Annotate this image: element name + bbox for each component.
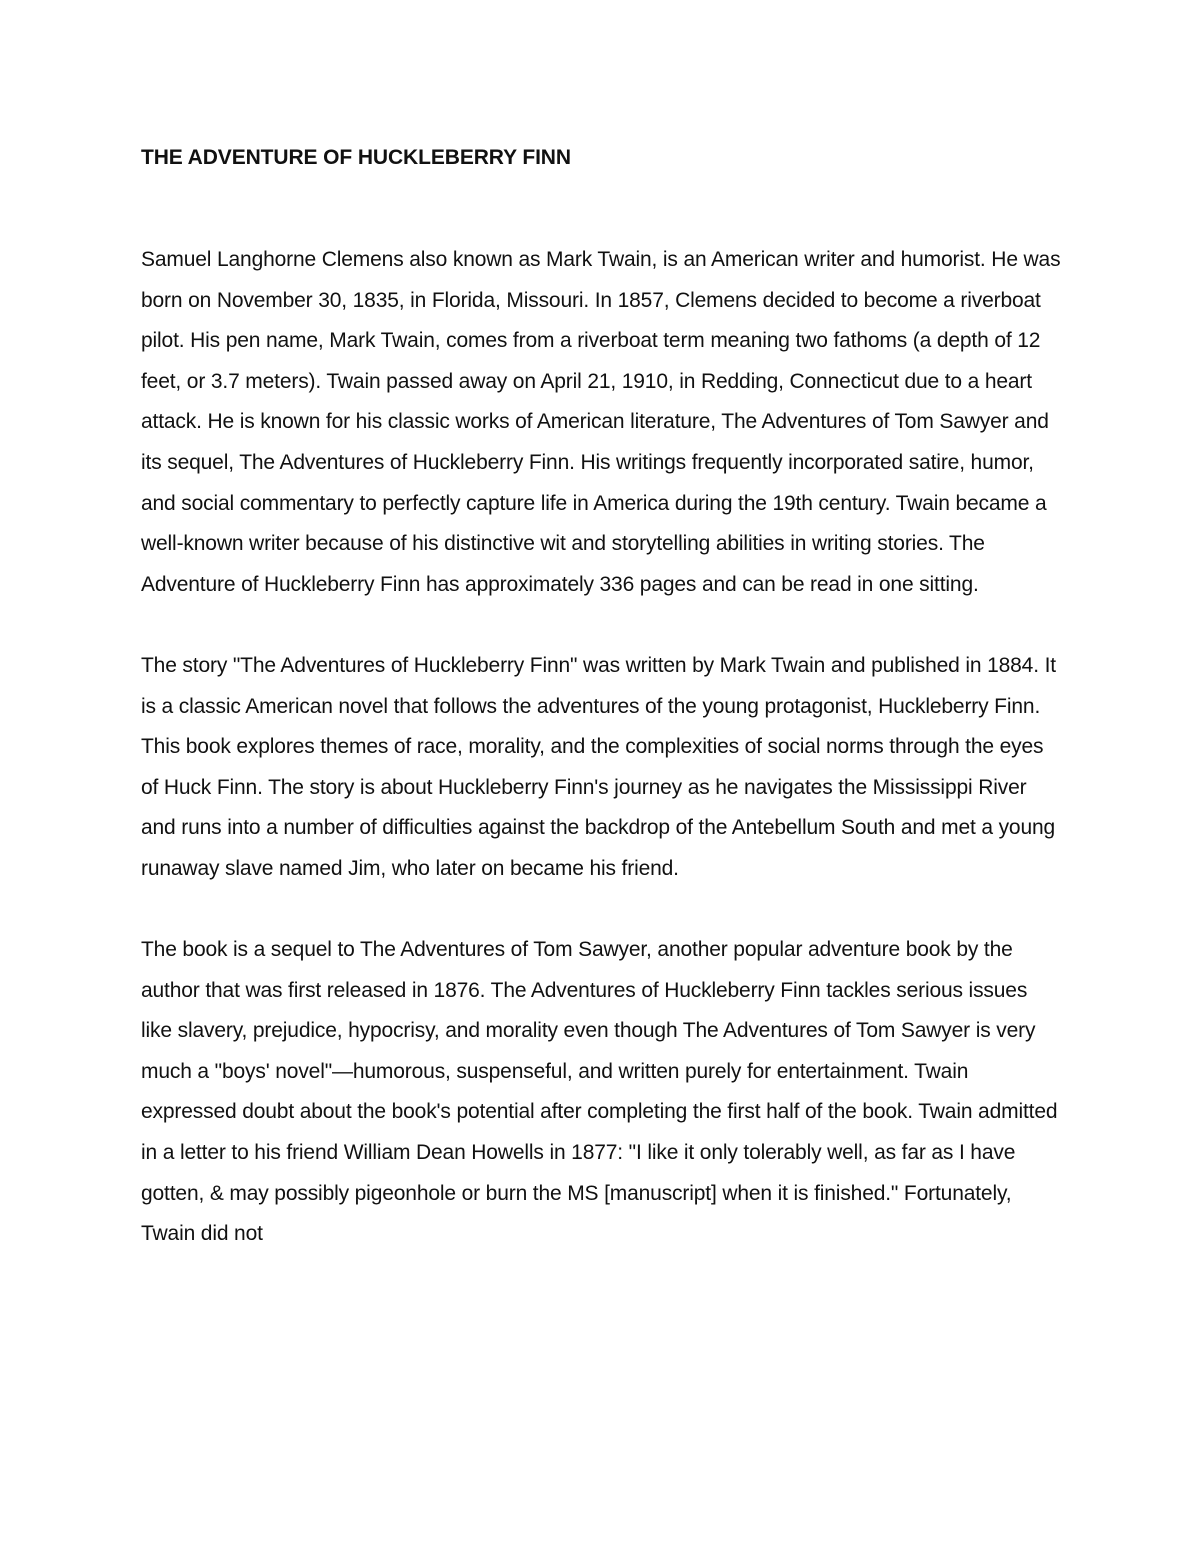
paragraph-spacing xyxy=(141,890,1061,931)
document-body xyxy=(141,140,1061,1255)
paragraph-spacing xyxy=(141,605,1061,646)
paragraph-story-summary: The story "The Adventures of Huckleberry Finn" was written by Mark Twain and published in 1884. It is a classic American novel that follows the adventures of the young protagonist, Huckleberry Finn. This book explores themes of race, morality, and the complexities of social norms through the eyes of Huck Finn. The story is about Huckleberry Finn's journey as he navigates the Mississippi River and runs into a number of difficulties against the backdrop of the Antebellum South and met a young runaway slave named Jim, who later on became his friend. xyxy=(141,653,1056,880)
document-title: THE ADVENTURE OF HUCKLEBERRY FINN xyxy=(141,146,571,169)
paragraph-author-bio: Samuel Langhorne Clemens also known as Mark Twain, is an American writer and humorist. He was born on November 30, 1835, in Florida, Missouri. In 1857, Clemens decided to become a riverboat pilot. His pen name, Mark Twain, comes from a riverboat term meaning two fathoms (a depth of 12 feet, or 3.7 meters). Twain passed away on April 21, 1910, in Redding, Connecticut due to a heart attack. He is known for his classic works of American literature, The Adventures of Tom Sawyer and its sequel, The Adventures of Huckleberry Finn. His writings frequently incorporated satire, humor, and social commentary to perfectly capture life in America during the 19th century. Twain became a well-known writer because of his distinctive wit and storytelling abilities in writing stories. The Adventure of Huckleberry Finn has approximately 336 pages and can be read in one sitting. xyxy=(141,248,1061,596)
title-spacing xyxy=(141,176,1061,240)
paragraph-sequel-background: The book is a sequel to The Adventures of Tom Sawyer, another popular adventure book by the author that was first released in 1876. The Adventures of Huckleberry Finn tackles serious issues like slavery, prejudice, hypocrisy, and morality even though The Adventures of Tom Sawyer is very much a "boys' novel"—humorous, suspenseful, and written purely for entertainment. Twain expressed doubt about the book's potential after completing the first half of the book. Twain admitted in a letter to his friend William Dean Howells in 1877: "I like it only tolerably well, as far as I have gotten, & may possibly pigeonhole or burn the MS [manuscript] when it is finished." Fortunately, Twain did not xyxy=(141,938,1058,1246)
